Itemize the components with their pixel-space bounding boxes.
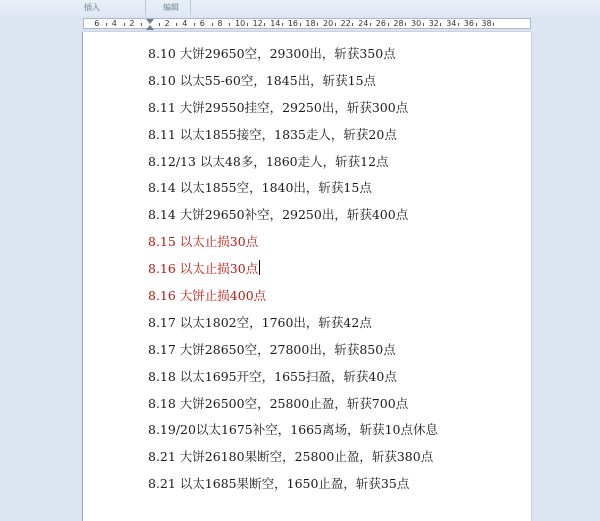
ruler-tick [370,23,371,26]
ruler-number: 4 [111,19,117,28]
ruler-tick [300,23,301,26]
ruler-tick [476,23,477,26]
ruler-tick [388,23,389,26]
ruler-number: 34 [446,19,457,28]
ruler-tick [176,23,177,26]
text-cursor [259,260,260,275]
document-line-text: 8.17 大饼28650空，27800出，斩获850点 [148,341,396,357]
document-line[interactable] [148,126,438,153]
ruler-tick [458,23,459,26]
document-line-text: 8.14 大饼29650补空，29250出，斩获400点 [148,207,409,223]
ruler-number: 16 [287,19,298,28]
first-line-indent-marker[interactable] [146,19,154,24]
document-line-text: 8.16 以太止损30点 [148,261,259,277]
ribbon-group-edit-label: 编辑 [163,3,179,12]
document-line-text: 8.10 大饼29650空，29300出，斩获350点 [148,46,396,61]
ruler-tick [264,23,265,26]
ruler-number: 20 [323,19,334,28]
ruler-number: 38 [481,19,492,28]
horizontal-ruler-row [0,16,600,32]
ruler-number: 6 [199,19,205,28]
document-line-text: 8.17 以太1802空，1760出，斩获42点 [148,314,372,330]
ruler-tick [440,23,441,26]
ruler-tick [212,23,213,26]
document-line-text: 8.18 以太1695开空，1655扫盈，斩获40点 [148,368,397,384]
ruler-number: 12 [252,19,263,28]
document-line-text: 8.15 以太止损30点 [148,234,259,250]
ruler-number: 22 [340,19,351,28]
ruler-number: 30 [411,19,422,28]
document-line[interactable] [148,368,438,395]
ruler-tick [229,23,230,26]
ruler-tick [124,23,125,26]
document-line[interactable] [148,287,438,314]
ruler-number: 2 [164,19,170,28]
document-line-text: 8.19/20以太1675补空，1665离场，斩获10点休息 [148,422,438,438]
document-line[interactable] [148,45,438,72]
ribbon-separator [145,0,146,15]
ruler-tick [405,23,406,26]
ribbon-group-bar [0,0,600,17]
ruler-tick [106,23,107,26]
ruler-tick [335,23,336,26]
document-body[interactable] [148,45,438,502]
ruler-number: 6 [94,19,100,28]
document-line[interactable] [148,395,438,422]
document-line[interactable] [148,206,438,233]
document-line-text: 8.21 以太1685果断空，1650止盈，斩获35点 [148,476,410,492]
document-line-text: 8.12/13 以太48多，1860走人，斩获12点 [148,153,389,169]
document-line-text: 8.11 大饼29550挂空，29250出，斩获300点 [148,99,409,115]
ruler-tick [141,23,142,26]
ruler-tick [282,23,283,26]
ruler-number: 8 [217,19,223,28]
document-line[interactable] [148,153,438,180]
ruler-number: 28 [393,19,404,28]
document-line[interactable] [148,72,438,99]
document-line[interactable] [148,448,438,475]
document-line-text: 8.10 以太55-60空，1845出，斩获15点 [148,72,377,88]
ruler-number: 2 [129,19,135,28]
ruler-tick [247,23,248,26]
document-line[interactable] [148,314,438,341]
ruler-tick [317,23,318,26]
hanging-indent-marker[interactable] [146,25,154,30]
ribbon-group-insert-label: 插入 [84,3,100,12]
ruler-tick [423,23,424,26]
document-line[interactable] [148,179,438,206]
ruler-tick [194,23,195,26]
document-line[interactable] [148,99,438,126]
document-line-text: 8.14 以太1855空，1840出，斩获15点 [148,180,372,196]
ribbon-separator [190,0,191,15]
document-line[interactable] [148,421,438,448]
ruler-number: 26 [375,19,386,28]
document-line-text: 8.11 以太1855接空，1835走人，斩获20点 [148,126,397,142]
ruler-number: 24 [358,19,369,28]
ruler-number: 32 [428,19,439,28]
document-line[interactable] [148,341,438,368]
ruler-number: 14 [270,19,281,28]
ruler-tick [493,23,494,26]
ruler-tick [159,23,160,26]
ruler-tick [352,23,353,26]
ruler-number: 4 [182,19,188,28]
ruler-number: 18 [305,19,316,28]
document-line[interactable] [148,233,438,260]
document-line-text: 8.16 大饼止损400点 [148,288,267,304]
ruler-number: 10 [235,19,246,28]
document-line[interactable] [148,475,438,502]
document-line-text: 8.21 大饼26180果断空，25800止盈，斩获380点 [148,449,434,465]
ruler-number: 36 [463,19,474,28]
document-line-text: 8.18 大饼26500空，25800止盈，斩获700点 [148,395,409,411]
document-line[interactable] [148,260,438,287]
horizontal-ruler[interactable] [83,18,531,29]
